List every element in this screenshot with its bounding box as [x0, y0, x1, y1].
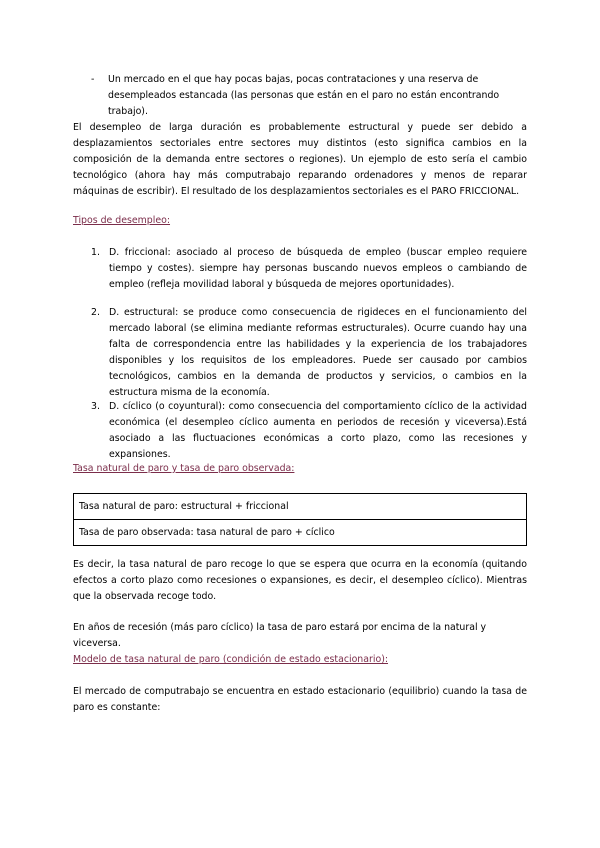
- bullet-item: [91, 72, 527, 120]
- list-number: 3.: [91, 401, 100, 412]
- table-cell-observed-rate: Tasa de paro observada: tasa natural de paro + cíclico: [74, 520, 527, 546]
- list-number: 2.: [91, 307, 100, 318]
- list-item-text: D. friccional: asociado al proceso de búsqueda de empleo (buscar empleo requiere tiempo y costes). siempre hay personas buscando nuevos empleos o cambiando de empleo (refleja movilidad laboral y búsqueda de mejores oportunidades).: [109, 247, 527, 290]
- paragraph-recession: En años de recesión (más paro cíclico) la tasa de paro estará por encima de la natural y viceversa.: [73, 622, 487, 649]
- heading-unemployment-types: Tipos de desempleo:: [73, 215, 171, 226]
- bullet-text: Un mercado en el que hay pocas bajas, pocas contrataciones y una reserva de desempleados estancada (las personas que están en el paro no están encontrando trabajo).: [108, 74, 500, 117]
- rates-definition-table: [73, 493, 527, 546]
- list-item-structural: [91, 305, 527, 401]
- paragraph-rates-explanation: Es decir, la tasa natural de paro recoge lo que se espera que ocurra en la economía (quitando efectos a corto plazo como recesiones o expansiones, es decir, el desempleo cíclico). Mientras que la observada recoge todo.: [73, 559, 527, 602]
- heading-natural-rate-model: Modelo de tasa natural de paro (condición de estado estacionario):: [73, 654, 389, 665]
- list-item-text: D. estructural: se produce como consecuencia de rigideces en el funcionamiento del mercado laboral (se elimina mediante reformas estructurales). Ocurre cuando hay una falta de correspondencia entre las habilidades y la experiencia de los trabajadores disponibles y los requisitos de los empleadores. Puede ser causado por cambios tecnológicos, cambios en la demanda de productos y servicios, o cambios en la estructura misma de la economía.: [109, 307, 527, 398]
- paragraph-steady-state: El mercado de computrabajo se encuentra en estado estacionario (equilibrio) cuando la tasa de paro es constante:: [73, 686, 527, 713]
- table-row: [74, 520, 527, 546]
- heading-natural-observed-rate: Tasa natural de paro y tasa de paro observada:: [73, 463, 295, 474]
- list-item-cyclical: [91, 399, 527, 463]
- table-row: [74, 494, 527, 520]
- table-cell-natural-rate: Tasa natural de paro: estructural + friccional: [74, 494, 527, 520]
- list-item-frictional: [91, 245, 527, 293]
- bullet-dash: -: [91, 74, 95, 85]
- list-item-text: D. cíclico (o coyuntural): como consecuencia del comportamiento cíclico de la actividad económica (el desempleo cíclico aumenta en periodos de recesión y viceversa).Está asociado a las fluctuaciones económicas a corto plazo, como las recesiones y expansiones.: [109, 401, 527, 460]
- paragraph-long-term-unemployment: El desempleo de larga duración es probablemente estructural y puede ser debido a desplazamientos sectoriales entre sectores muy distintos (esto significa cambios en la composición de la demanda entre sectores o regiones). Un ejemplo de esto sería el cambio tecnológico (ahora hay más computrabajo reparando ordenadores y menos de reparar máquinas de escribir). El resultado de los desplazamientos sectoriales es el PARO FRICCIONAL.: [73, 122, 527, 197]
- list-number: 1.: [91, 247, 100, 258]
